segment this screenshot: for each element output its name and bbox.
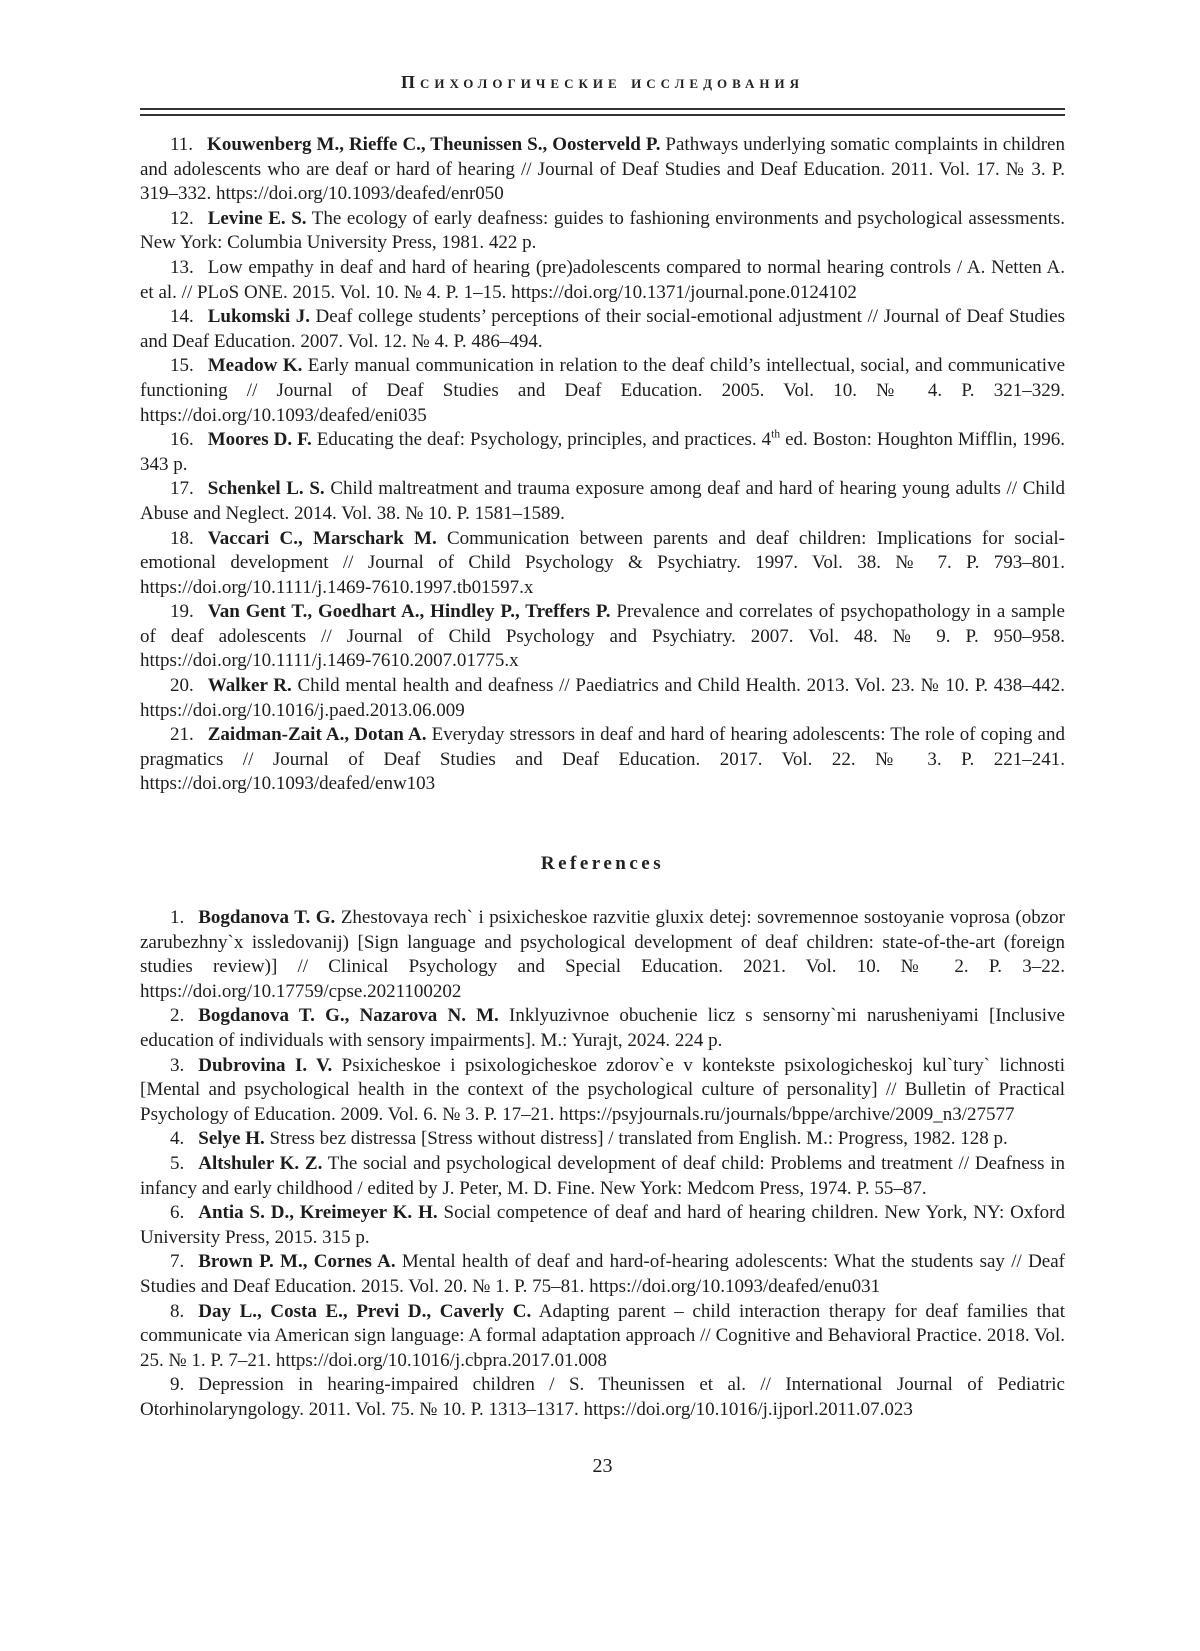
reference-text: Low empathy in deaf and hard of hearing (pre)adolescents compared to normal hearing controls / A. Netten A. et al. // PLoS ONE. 2015. Vol. 10. № 4. P. 1–15. https://doi.org/10.1371/journal.pone.0124102 xyxy=(140,256,1065,303)
reference-authors: Antia S. D., Kreimeyer K. H. xyxy=(198,1202,438,1224)
reference-number: 19. xyxy=(170,601,194,623)
header-divider xyxy=(140,108,1065,116)
reference-item xyxy=(140,527,1065,601)
reference-item xyxy=(140,1300,1065,1374)
reference-text: Early manual communication in relation to the deaf child’s intellectual, social, and communicative functioning // Journal of Deaf Studies and Deaf Education. 2005. Vol. 10. № 4. P. 321–329. https://doi.org/10.1093/deafed/eni035 xyxy=(140,355,1066,426)
reference-text: The ecology of early deafness: guides to fashioning environments and psychological assessments. New York: Columbia University Press, 1981. 422 p. xyxy=(140,207,1066,254)
journal-section-title: Психологические исследования xyxy=(400,72,804,92)
reference-number: 2. xyxy=(170,1005,185,1027)
reference-text: Depression in hearing-impaired children / S. Theunissen et al. // International Journal of Pediatric Otorhinolaryngology. 2011. Vol. 75. № 10. P. 1313–1317. https://doi.org/10.1016/j.ijporl.2011.07.023 xyxy=(140,1374,1065,1420)
reference-text: Child maltreatment and trauma exposure among deaf and hard of hearing young adults // Child Abuse and Neglect. 2014. Vol. 38. № 10. P. 1581–1589. xyxy=(140,478,1065,524)
reference-text: Deaf college students’ perceptions of their social-emotional adjustment // Journal of Deaf Studies and Deaf Education. 2007. Vol. 12. № 4. P. 486–494. xyxy=(140,306,1065,352)
reference-number: 11. xyxy=(170,134,194,155)
reference-authors: Brown P. M., Cornes A. xyxy=(198,1251,396,1273)
reference-text: Everyday stressors in deaf and hard of hearing adolescents: The role of coping and pragmatics // Journal of Deaf Studies and Deaf Education. 2017. Vol. 22. № 3. P. 221–241. https://doi.org/10.1093/deafed/enw103 xyxy=(140,724,1065,795)
reference-text: Zhestovaya rech` i psixicheskoe razvitie gluxix detej: sovremennoe sostoyanie voprosa (obzor zarubezhny`x issledovanij) [Sign language and psychological development of deaf children: state-of-the-art (foreign studies review)] // Clinical Psychology and Special Education. 2021. Vol. 10. № 2. P. 3–22. https://doi.org/10.17759/cpse.2021100202 xyxy=(140,907,1065,1002)
reference-number: 13. xyxy=(170,256,194,278)
reference-text: Prevalence and correlates of psychopathology in a sample of deaf adolescents // Journal of Child Psychology and Psychiatry. 2007. Vol. 48. № 9. P. 950–958. https://doi.org/10.1111/j.1469-7610.2007.01775.x xyxy=(140,601,1065,672)
reference-number: 18. xyxy=(170,527,194,549)
reference-item xyxy=(140,477,1065,526)
reference-number: 1. xyxy=(170,907,185,929)
reference-text: Adapting parent – child interaction therapy for deaf families that communicate via American sign language: A formal adaptation approach // Cognitive and Behavioral Practice. 2018. Vol. 25. № 1. P. 7–21. https://doi.org/10.1016/j.cbpra.2017.01.008 xyxy=(140,1300,1065,1371)
reference-item xyxy=(140,674,1065,723)
page-number: 23 xyxy=(592,1454,613,1477)
reference-text: Psixicheskoe i psixologicheskoe zdorov`e v kontekste psixologicheskoj kul`tury` lichnosti [Mental and psychological health in the context of the psychological culture of personality] // Bulletin of Practical Psychology of Education. 2009. Vol. 6. № 3. P. 17–21. https://psyjournals.ru/journals/bppe/archive/2009_n3/27577 xyxy=(140,1054,1065,1125)
reference-text: Communication between parents and deaf children: Implications for social-emotional development // Journal of Child Psychology & Psychiatry. 1997. Vol. 38. № 7. P. 793–801. https://doi.org/10.1111/j.1469-7610.1997.tb01597.x xyxy=(140,527,1065,598)
reference-item xyxy=(140,723,1065,797)
reference-item xyxy=(140,133,1065,207)
reference-item xyxy=(140,354,1065,428)
ordinal-superscript: th xyxy=(771,428,781,441)
reference-text: ed. Boston: Houghton Mifflin, 1996. 343 p. xyxy=(140,429,1065,475)
reference-number: 8. xyxy=(170,1300,185,1322)
reference-text: Educating the deaf: Psychology, principles, and practices. 4 xyxy=(311,429,772,451)
reference-authors: Bogdanova T. G., Nazarova N. M. xyxy=(198,1005,499,1027)
reference-authors: Altshuler K. Z. xyxy=(198,1152,323,1174)
reference-authors: Lukomski J. xyxy=(207,306,310,328)
reference-number: 6. xyxy=(170,1202,185,1224)
reference-number: 15. xyxy=(170,355,194,377)
reference-authors: Schenkel L. S. xyxy=(207,478,325,500)
reference-number: 21. xyxy=(170,724,194,746)
reference-authors: Levine E. S. xyxy=(207,207,307,229)
references-list xyxy=(140,906,1065,1422)
reference-authors: Bogdanova T. G. xyxy=(198,907,336,929)
reference-text: Child mental health and deafness // Paediatrics and Child Health. 2013. Vol. 23. № 10. P. 438–442. https://doi.org/10.1016/j.paed.2013.06.009 xyxy=(140,675,1065,721)
reference-item xyxy=(140,1004,1065,1053)
reference-authors: Selye H. xyxy=(198,1128,265,1150)
reference-authors: Moores D. F. xyxy=(207,429,312,451)
reference-text: Stress bez distressa [Stress without distress] / translated from English. M.: Progress, 1982. 128 p. xyxy=(264,1128,1008,1150)
reference-item xyxy=(140,1054,1065,1128)
reference-number: 12. xyxy=(170,207,194,229)
reference-number: 3. xyxy=(170,1054,185,1076)
reference-authors: Walker R. xyxy=(207,675,292,697)
reference-number: 16. xyxy=(170,429,194,451)
reference-item xyxy=(140,1201,1065,1250)
reference-number: 5. xyxy=(170,1152,185,1174)
reference-text: The social and psychological development of deaf child: Problems and treatment // Deafness in infancy and early childhood / edited by J. Peter, M. D. Fine. New York: Medcom Press, 1974. P. 55–87. xyxy=(140,1152,1066,1199)
reference-item xyxy=(140,305,1065,354)
reference-number: 9. xyxy=(170,1374,185,1396)
reference-item xyxy=(140,1152,1065,1201)
reference-number: 17. xyxy=(170,478,194,500)
reference-text: Pathways underlying somatic complaints in children and adolescents who are deaf or hard of hearing // Journal of Deaf Studies and Deaf Education. 2011. Vol. 17. № 3. P. 319–332. https://doi.org/10.1093/deafed/enr050 xyxy=(140,134,1065,205)
reference-number: 20. xyxy=(170,675,194,697)
reference-item xyxy=(140,1373,1065,1422)
reference-number: 7. xyxy=(170,1251,185,1273)
reference-authors: Meadow K. xyxy=(207,355,303,377)
reference-authors: Vaccari C., Marschark M. xyxy=(207,527,437,549)
reference-text: Inklyuzivnoe obuchenie licz s sensorny`mi narusheniyami [Inclusive education of individuals with sensory impairments]. M.: Yurajt, 2024. 224 p. xyxy=(140,1005,1065,1051)
bibliography-list xyxy=(140,133,1065,797)
reference-authors: Zaidman-Zait A., Dotan A. xyxy=(207,724,427,746)
reference-item xyxy=(140,600,1065,674)
reference-text: Social competence of deaf and hard of hearing children. New York, NY: Oxford University Press, 2015. 315 p. xyxy=(140,1202,1065,1248)
reference-number: 14. xyxy=(170,306,194,328)
reference-text: Mental health of deaf and hard-of-hearing adolescents: What the students say // Deaf Studies and Deaf Education. 2015. Vol. 20. № 1. P. 75–81. https://doi.org/10.1093/deafed/enu031 xyxy=(140,1251,1065,1297)
reference-item xyxy=(140,256,1065,305)
reference-authors: Kouwenberg M., Rieffe C., Theunissen S., Oosterveld P. xyxy=(207,134,661,155)
reference-authors: Dubrovina I. V. xyxy=(198,1054,333,1076)
references-heading: References xyxy=(540,853,665,875)
reference-item xyxy=(140,1250,1065,1299)
reference-number: 4. xyxy=(170,1128,185,1150)
reference-item xyxy=(140,428,1065,477)
reference-item xyxy=(140,1127,1065,1152)
reference-authors: Van Gent T., Goedhart A., Hindley P., Treffers P. xyxy=(207,601,611,623)
reference-authors: Day L., Costa E., Previ D., Caverly C. xyxy=(198,1300,532,1322)
reference-item xyxy=(140,207,1065,256)
reference-item xyxy=(140,906,1065,1004)
